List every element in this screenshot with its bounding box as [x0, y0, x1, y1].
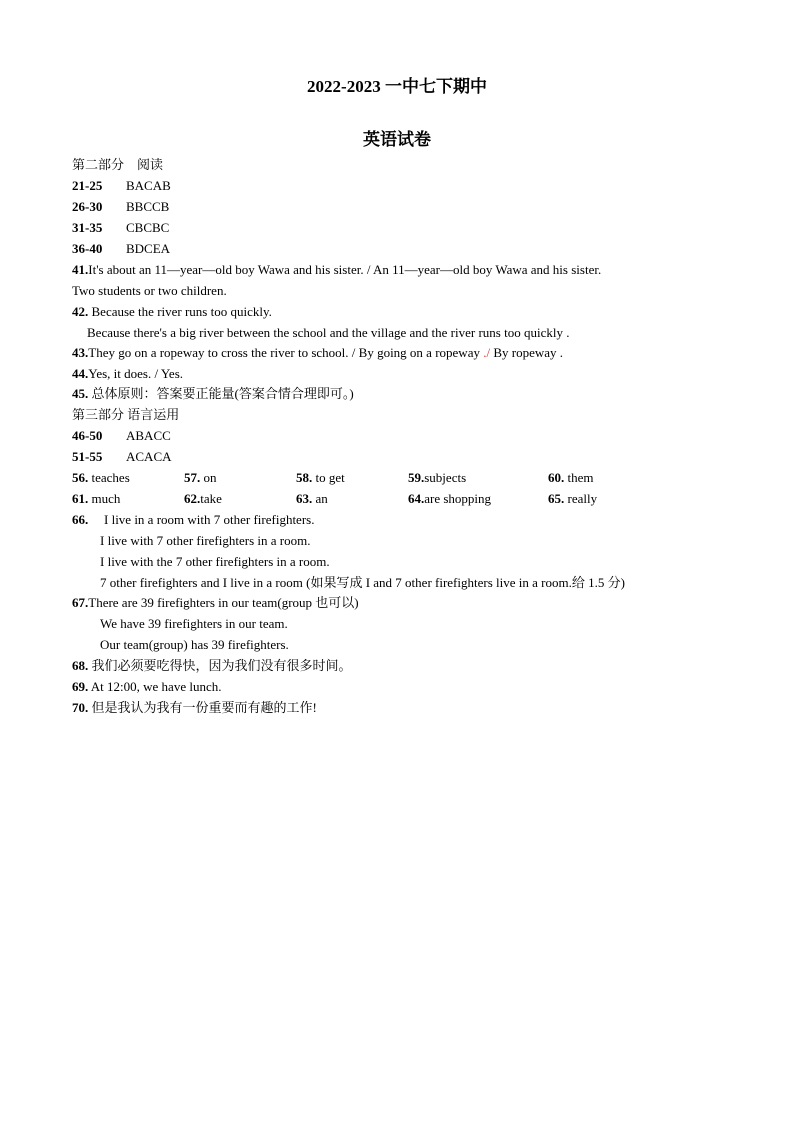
- answer-range: 51-55: [72, 449, 103, 464]
- part3-heading: 第三部分 语言运用: [72, 407, 180, 422]
- answer-row: [72, 220, 170, 236]
- answer-word: teaches: [88, 470, 130, 485]
- question-number: 62.: [184, 491, 201, 506]
- question-number: 65.: [548, 491, 565, 506]
- question-67: [72, 595, 359, 611]
- question-number: 57.: [184, 470, 201, 485]
- answer-range: 26-30: [72, 199, 103, 214]
- answer-row: [72, 199, 170, 215]
- answer-text: They go on a ropeway to cross the river to school. / By going on a ropeway: [88, 345, 484, 360]
- answer-text: By ropeway .: [490, 345, 564, 360]
- question-number: 60.: [548, 470, 565, 485]
- question-number: 69.: [72, 679, 89, 694]
- question-number: 44.: [72, 366, 89, 381]
- fill-answer: [296, 470, 345, 486]
- answer-letters: BDCEA: [126, 241, 171, 256]
- question-number: 70.: [72, 700, 89, 715]
- question-41: [72, 262, 601, 278]
- answer-line: Our team(group) has 39 firefighters.: [100, 637, 289, 652]
- answer-range: 31-35: [72, 220, 103, 235]
- answer-text: 但是我认为我有一份重要而有趣的工作!: [88, 700, 317, 715]
- fill-answer: [548, 470, 594, 486]
- answer-text: Because the river runs too quickly.: [88, 304, 272, 319]
- question-number: 68.: [72, 658, 89, 673]
- answer-range: 36-40: [72, 241, 103, 256]
- answer-word: them: [564, 470, 594, 485]
- page-title: 2022-2023 一中七下期中: [307, 77, 487, 96]
- answer-line: I live in a room with 7 other firefighters.: [104, 512, 315, 527]
- answer-text: At 12:00, we have lunch.: [88, 679, 222, 694]
- question-number: 42.: [72, 304, 89, 319]
- question-number: 45.: [72, 386, 89, 401]
- question-number: 67.: [72, 595, 89, 610]
- question-42: [72, 304, 272, 320]
- answer-letters: ACACA: [126, 449, 172, 464]
- answer-row: [72, 428, 171, 444]
- question-number: 64.: [408, 491, 425, 506]
- question-68: [72, 658, 352, 674]
- page-subtitle: 英语试卷: [363, 130, 431, 149]
- answer-word: are shopping: [424, 491, 492, 506]
- answer-letters: ABACC: [126, 428, 171, 443]
- answer-range: 21-25: [72, 178, 103, 193]
- answer-word: subjects: [424, 470, 467, 485]
- fill-answer: [408, 470, 466, 486]
- answer-word: take: [200, 491, 222, 506]
- answer-row: [72, 241, 171, 257]
- question-number: 59.: [408, 470, 425, 485]
- question-number: 66.: [72, 512, 89, 527]
- fill-answer: [184, 491, 222, 507]
- answer-text: 总体原则：答案要正能量(答案合情合理即可。): [88, 386, 354, 401]
- question-66-number: [72, 512, 88, 528]
- answer-word: on: [200, 470, 217, 485]
- question-number: 63.: [296, 491, 313, 506]
- question-41-continuation: Two students or two children.: [72, 283, 227, 298]
- answer-word: really: [564, 491, 598, 506]
- question-70: [72, 700, 317, 716]
- fill-answer: [72, 491, 120, 507]
- answer-text: 我们必须要吃得快，因为我们没有很多时间。: [88, 658, 352, 673]
- answer-letters: CBCBC: [126, 220, 170, 235]
- fill-answer: [548, 491, 597, 507]
- question-number: 56.: [72, 470, 89, 485]
- answer-line: 7 other firefighters and I live in a room (如果写成 I and 7 other firefighters live in a room.给 1.5 分): [100, 575, 625, 590]
- answer-word: much: [88, 491, 121, 506]
- answer-word: to get: [312, 470, 345, 485]
- red-slash-mark: ./: [483, 345, 491, 360]
- answer-letters: BBCCB: [126, 199, 170, 214]
- fill-answer: [296, 491, 328, 507]
- part2-heading: 第二部分 阅读: [72, 157, 164, 172]
- answer-text: It's about an 11—year—old boy Wawa and his sister. / An 11—year—old boy Wawa and his sister.: [88, 262, 602, 277]
- answer-line: There are 39 firefighters in our team(group 也可以): [88, 595, 359, 610]
- answer-line: We have 39 firefighters in our team.: [100, 616, 288, 631]
- question-43: [72, 345, 563, 361]
- answer-row: [72, 449, 172, 465]
- question-number: 58.: [296, 470, 313, 485]
- answer-line: I live with the 7 other firefighters in a room.: [100, 554, 330, 569]
- fill-answer: [184, 470, 217, 486]
- question-number: 61.: [72, 491, 89, 506]
- answer-range: 46-50: [72, 428, 103, 443]
- answer-letters: BACAB: [126, 178, 171, 193]
- question-42-continuation: Because there's a big river between the school and the village and the river runs too quickly .: [87, 325, 570, 340]
- question-number: 43.: [72, 345, 89, 360]
- question-45: [72, 386, 354, 402]
- answer-text: Yes, it does. / Yes.: [88, 366, 184, 381]
- question-number: 41.: [72, 262, 89, 277]
- fill-answer: [72, 470, 130, 486]
- question-69: [72, 679, 221, 695]
- answer-row: [72, 178, 171, 194]
- answer-line: I live with 7 other firefighters in a room.: [100, 533, 311, 548]
- question-44: [72, 366, 183, 382]
- answer-word: an: [312, 491, 328, 506]
- fill-answer: [408, 491, 491, 507]
